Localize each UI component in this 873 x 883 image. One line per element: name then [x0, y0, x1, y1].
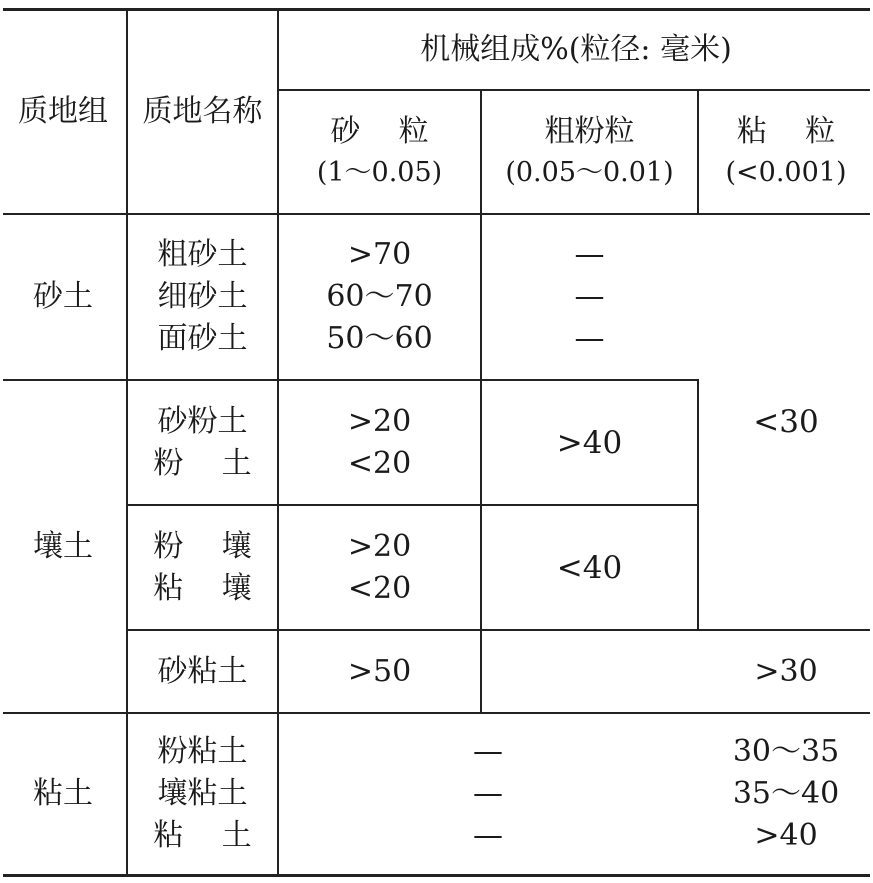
silty-name: 砂粉土	[157, 403, 248, 439]
clay-sandsilt-cell	[279, 714, 697, 874]
sand-name: 细砂土	[157, 279, 248, 314]
silty-sand-value: >20	[347, 403, 412, 439]
loam-sand-value: >20	[347, 528, 412, 564]
sand-names-cell	[128, 215, 277, 379]
silty-names-cell	[128, 381, 277, 504]
silty-silt-cell	[482, 381, 697, 504]
clay-clay-value: >40	[754, 818, 818, 853]
silty-sand-value: <20	[347, 445, 412, 481]
clay-name: 粘 土	[153, 818, 252, 853]
sand-silt-value: —	[574, 237, 605, 272]
merged-clay-value: <30	[753, 404, 819, 440]
loam-sand-value: <20	[347, 570, 412, 606]
loam-name: 粉 壤	[153, 528, 252, 564]
clay-clay-value: 35～40	[732, 776, 840, 811]
merged-clay-cell	[699, 215, 873, 629]
sandy-clay-name: 砂粘土	[157, 653, 248, 689]
sand-sand-cell	[279, 215, 480, 379]
loam-group-cell	[0, 381, 126, 712]
clay-clay-value: 30～35	[732, 734, 840, 769]
sand-group-label: 砂土	[33, 279, 93, 314]
sand-sand-value: 60～70	[326, 279, 433, 314]
sandy-clay-sand-cell	[279, 631, 480, 712]
clay-names-cell	[128, 714, 277, 874]
sand-silt-cell	[482, 215, 697, 379]
header-silt-label: 粗粉粒	[544, 114, 635, 149]
header-clay-label: 粘 粒	[736, 114, 836, 149]
clay-group-cell	[0, 714, 126, 874]
loam-names-cell	[128, 506, 277, 629]
clay-sandsilt-value: —	[473, 818, 503, 853]
header-group: 质地组	[18, 93, 108, 129]
sand-name: 粗砂土	[157, 237, 248, 272]
loam-sand-cell	[279, 506, 480, 629]
header-sand-range: (1～0.05)	[316, 157, 443, 188]
sand-group-cell	[0, 215, 126, 379]
clay-name: 壤粘土	[157, 776, 248, 811]
clay-name: 粉粘土	[157, 734, 248, 769]
header-name: 质地名称	[142, 93, 263, 129]
header-name-cell	[128, 10, 277, 213]
silty-silt-value: >40	[556, 424, 623, 461]
sandy-clay-clay-cell	[699, 631, 873, 712]
header-composition: 机械组成%(粒径: 毫米)	[420, 31, 732, 67]
sand-silt-value: —	[574, 321, 605, 356]
sand-silt-value: —	[574, 279, 605, 314]
silty-name: 粉 土	[153, 445, 252, 481]
header-composition-cell	[279, 10, 873, 89]
clay-clay-cell	[699, 714, 873, 874]
sandy-clay-name-cell	[128, 631, 277, 712]
header-silt-range: (0.05～0.01)	[505, 157, 674, 188]
header-clay-range: (<0.001)	[725, 157, 847, 188]
clay-group-label: 粘土	[33, 776, 93, 811]
sand-sand-value: 50～60	[326, 321, 433, 356]
header-sand-label: 砂 粒	[330, 114, 429, 149]
header-sand-cell	[279, 91, 480, 213]
sand-sand-value: >70	[347, 237, 412, 272]
table-bottom-rule	[3, 874, 870, 877]
silty-sand-cell	[279, 381, 480, 504]
loam-silt-value: <40	[556, 549, 623, 586]
header-clay-cell	[699, 91, 873, 213]
header-group-cell	[0, 10, 126, 213]
sandy-clay-clay-value: >30	[754, 653, 818, 689]
header-silt-cell	[482, 91, 697, 213]
clay-sandsilt-value: —	[473, 776, 503, 811]
clay-sandsilt-value: —	[473, 734, 503, 769]
loam-silt-cell	[482, 506, 697, 629]
loam-name: 粘 壤	[153, 570, 252, 606]
sand-name: 面砂土	[157, 321, 248, 356]
sandy-clay-sand-value: >50	[347, 653, 412, 689]
loam-group-label: 壤土	[33, 528, 93, 564]
